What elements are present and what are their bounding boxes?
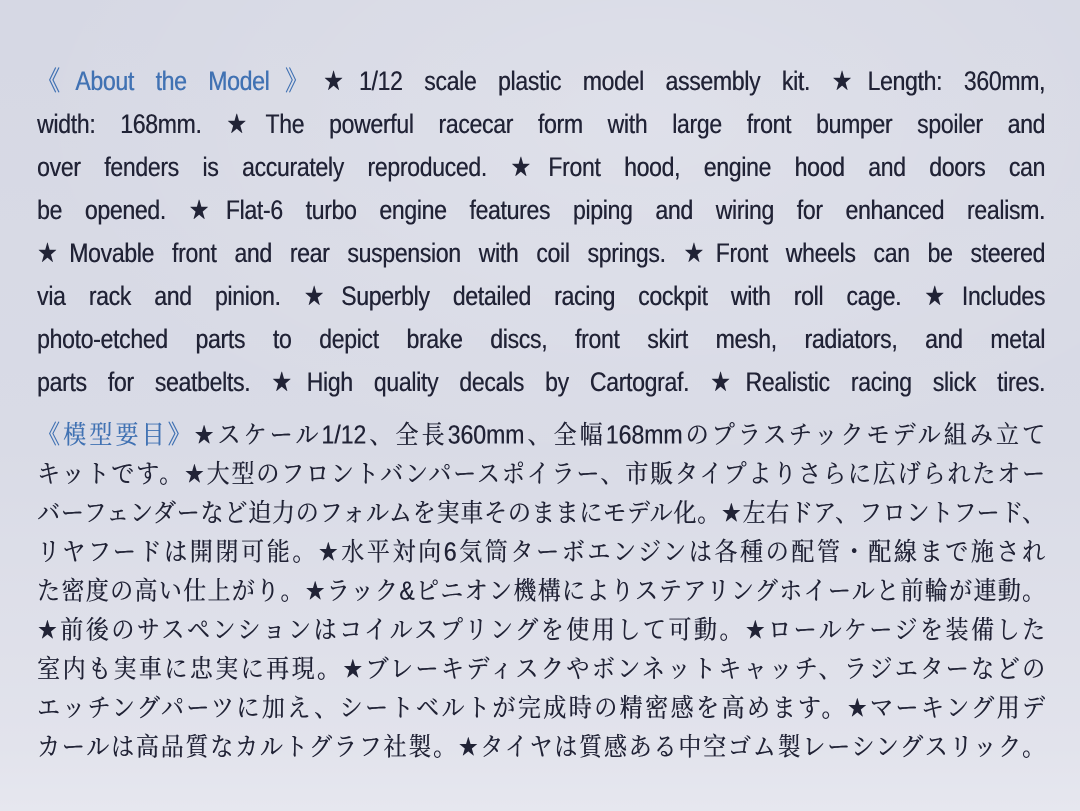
text-line-content: via rack and pinion. ★Superbly detailed racing cockpit with roll cage. ★Includes bbox=[37, 280, 1045, 311]
about-the-model-heading: 《About the Model》 bbox=[37, 65, 324, 96]
text-line bbox=[37, 275, 1045, 318]
text-line-content: ★スケール1/12、全長360mm、全幅168mmのプラスチックモデル組み立て bbox=[193, 420, 1045, 450]
text-line bbox=[37, 611, 1045, 650]
text-line-content: リヤフードは開閉可能。★水平対向6気筒ターボエンジンは各種の配管・配線まで施され bbox=[37, 537, 1045, 567]
text-line bbox=[37, 232, 1045, 275]
text-line-content: エッチングパーツに加え、シートベルトが完成時の精密感を高めます。★マーキング用デ bbox=[37, 693, 1045, 723]
text-line-content: over fenders is accurately reproduced. ★Front hood, engine hood and doors can bbox=[37, 151, 1045, 182]
text-line bbox=[37, 728, 1045, 767]
text-line-content: カールは高品質なカルトグラフ社製。★タイヤは質感ある中空ゴム製レーシングスリック。 bbox=[37, 732, 1045, 762]
text-line bbox=[37, 494, 1045, 533]
text-line bbox=[37, 60, 1045, 103]
text-line bbox=[37, 146, 1045, 189]
text-line bbox=[37, 572, 1045, 611]
text-line bbox=[37, 318, 1045, 361]
text-line bbox=[37, 361, 1045, 404]
text-line bbox=[37, 416, 1045, 455]
text-line-content: ★前後のサスペンションはコイルスプリングを使用して可動。★ロールケージを装備した bbox=[37, 615, 1045, 645]
text-line-content: photo-etched parts to depict brake discs, front skirt mesh, radiators, and metal bbox=[37, 323, 1045, 354]
text-line bbox=[37, 103, 1045, 146]
japanese-description-paragraph bbox=[37, 416, 1045, 767]
text-line-content: バーフェンダーなど迫力のフォルムを実車そのままにモデル化。★左右ドア、フロントフード、 bbox=[37, 498, 1045, 528]
text-line-content: ★Movable front and rear suspension with coil springs. ★Front wheels can be steered bbox=[37, 237, 1045, 268]
text-line-content: be opened. ★Flat-6 turbo engine features piping and wiring for enhanced realism. bbox=[37, 194, 1045, 225]
text-line bbox=[37, 689, 1045, 728]
text-line bbox=[37, 455, 1045, 494]
model-specs-heading-jp: 《模型要目》 bbox=[37, 420, 194, 450]
text-line-content: ★1/12 scale plastic model assembly kit. ★Length: 360mm, bbox=[323, 65, 1045, 96]
text-line-content: parts for seatbelts. ★High quality decals by Cartograf. ★Realistic racing slick tires. bbox=[37, 366, 1045, 397]
text-line-content: キットです。★大型のフロントバンパースポイラー、市販タイプよりさらに広げられたオー bbox=[37, 459, 1045, 489]
english-description-paragraph bbox=[37, 60, 1045, 404]
text-line bbox=[37, 533, 1045, 572]
text-line-content: た密度の高い仕上がり。★ラック&ピニオン機構によりステアリングホイールと前輪が連動。 bbox=[37, 576, 1045, 606]
text-line-content: width: 168mm. ★The powerful racecar form with large front bumper spoiler and bbox=[37, 108, 1045, 139]
text-line bbox=[37, 189, 1045, 232]
text-line-content: 室内も実車に忠実に再現。★ブレーキディスクやボンネットキャッチ、ラジエターなどの bbox=[37, 654, 1045, 684]
text-line bbox=[37, 650, 1045, 689]
